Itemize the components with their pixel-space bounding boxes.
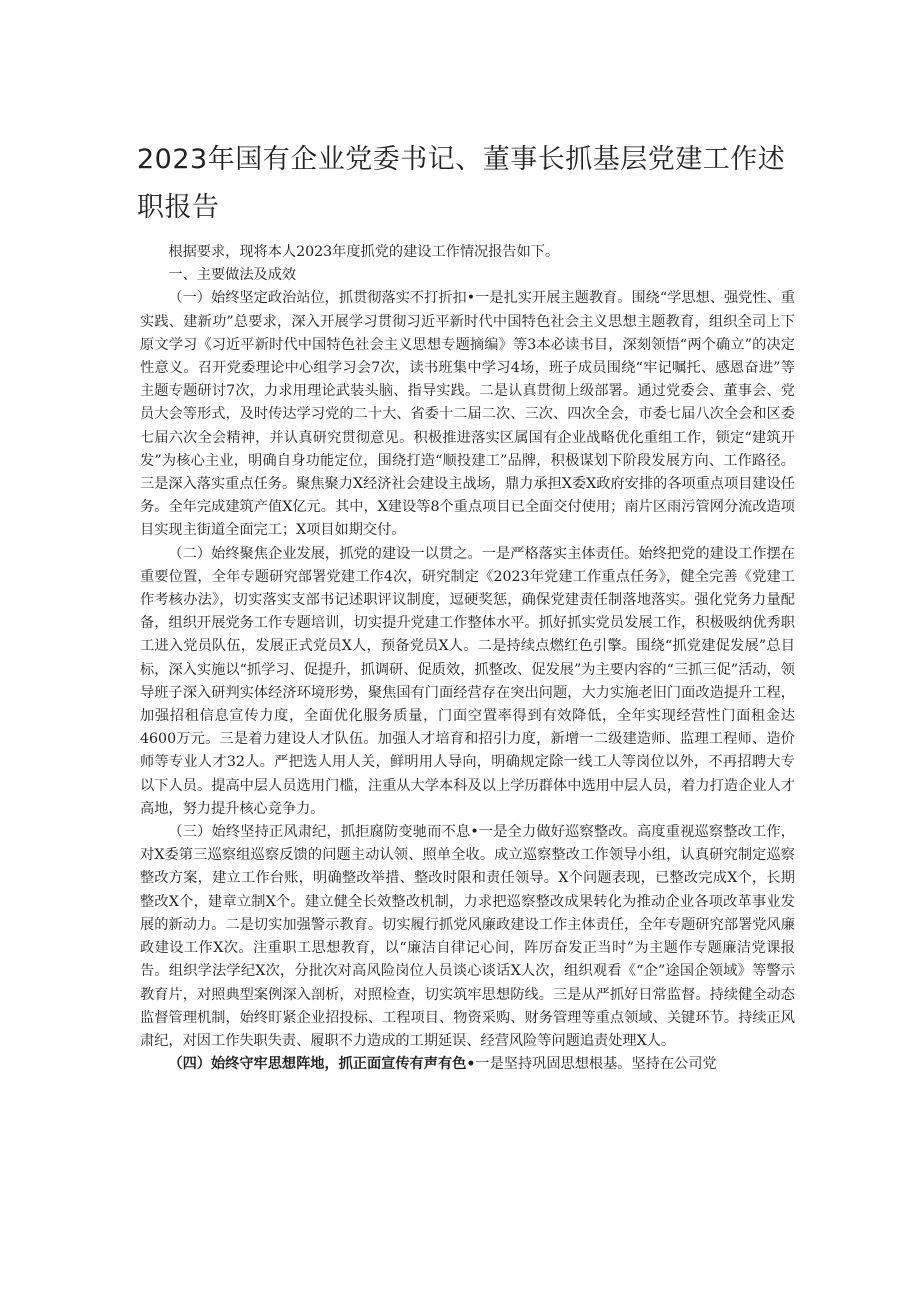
paragraph-4-text: 一是坚持巩固思想根基。坚持在公司党: [475, 1056, 717, 1073]
paragraph-3: （三）始终坚持正风肃纪，抓拒腐防变驰而不息•一是全力做好巡察整改。高度重视巡察整改工作，对X委第三巡察组巡察反馈的问题主动认领、照单全收。成立巡察整改工作领导小组，认真研究制定巡察整改方案，建立工作台账，明确整改举措、整改时限和责任领导。X个问题表现，已整改完成X个，长期整改X个，建章立制X个。建立健全长效整改机制，力求把巡察整改成果转化为推动企业各项改革事业发展的新动力。二是切实加强警示教育。切实履行抓党风廉政建设工作主体责任，全年专题研究部署党风廉政建设工作X次。注重职工思想教育，以“廉洁自律记心间，阵厉奋发正当时”为主题作专题廉洁党课报告。组织学法学纪X次，分批次对高风险岗位人员谈心谈话X人次，组织观看《“企”途国企领域》等警示教育片，对照典型案例深入剖析，对照检查，切实筑牢思想防线。三是从严抓好日常监督。持续健全动态监督管理机制，始终盯紧企业招投标、工程项目、物资采购、财务管理等重点领域、关键环节。持续正风肃纪，对因工作失职失责、履职不力造成的工期延误、经营风险等问题追责处理X人。: [140, 824, 795, 1049]
paragraph-1: （一）始终坚定政治站位，抓贯彻落实不打折扣•一是扎实开展主题教育。围绕“学思想、强党性、重实践、建新功”总要求，深入开展学习贯彻习近平新时代中国特色社会主义思想主题教育，组织全司上下原文学习《习近平新时代中国特色社会主义思想专题摘编》等3本必读书目，深刻领悟“两个确立”的决定性意义。召开党委理论中心组学习会7次，读书班集中学习4场，班子成员围绕“牢记嘱托、感恩奋进”等主题专题研讨7次，力求用理论武装头脑、指导实践。二是认真贯彻上级部署。通过党委会、董事会、党员大会等形式，及时传达学习党的二十大、省委十二届二次、三次、四次全会，市委七届八次全会和区委七届六次全会精神，并认真研究贯彻意见。积极推进落实区属国有企业战略优化重组工作，锁定“建筑开发”为核心主业，明确自身功能定位，围绕打造“顺投建工”品牌，积极谋划下阶段发展方向、工作路径。三是深入落实重点任务。聚焦聚力X经济社会建设主战场，鼎力承担X委X政府安排的各项重点项目建设任务。全年完成建筑产值X亿元。其中，X建设等8个重点项目已全面交付使用；南片区雨污管网分流改造项目实现主街道全面完工；X项目如期交付。: [140, 290, 795, 539]
section-heading: 一、主要做法及成效: [168, 267, 297, 284]
paragraph-4-lead: （四）始终守牢思想阵地，抓正面宣传有声有色•: [168, 1056, 476, 1073]
document-body: [140, 241, 795, 1076]
intro-paragraph: 根据要求，现将本人2023年度抓党的建设工作情况报告如下。: [168, 244, 560, 260]
document-title: 2023年国有企业党委书记、董事长抓基层党建工作述职报告: [137, 144, 786, 223]
paragraph-4: [140, 1053, 795, 1076]
paragraph-2: （二）始终聚焦企业发展，抓党的建设一以贯之。一是严格落实主体责任。始终把党的建设工作摆在重要位置，全年专题研究部署党建工作4次，研究制定《2023年党建工作重点任务》，健全完善《党建工作考核办法》，切实落实支部书记述职评议制度，逗硬奖惩，确保党建责任制落地落实。强化党务力量配备，组织开展党务工作专题培训，切实提升党建工作整体水平。抓好抓实党员发展工作，积极吸纳优秀职工进入党员队伍，发展正式党员X人，预备党员X人。二是持续点燃红色引擎。围绕“抓党建促发展”总目标，深入实施以“抓学习、促提升，抓调研、促质效，抓整改、促发展”为主要内容的“三抓三促”活动，领导班子深入研判实体经济环境形势，聚焦国有门面经营存在突出问题，大力实施老旧门面改造提升工程，加强招租信息宣传力度，全面优化服务质量，门面空置率得到有效降低，全年实现经营性门面租金达4600万元。三是着力建设人才队伍。加强人才培育和招引力度，新增一二级建造师、监理工程师、造价师等专业人才32人。严把选人用人关，鲜明用人导向，明确规定除一线工人等岗位以外，不再招聘大专以下人员。提高中层人员选用门槛，注重从大学本科及以上学历群体中选用中层人员，着力打造企业人才高地，努力提升核心竞争力。: [140, 545, 795, 817]
